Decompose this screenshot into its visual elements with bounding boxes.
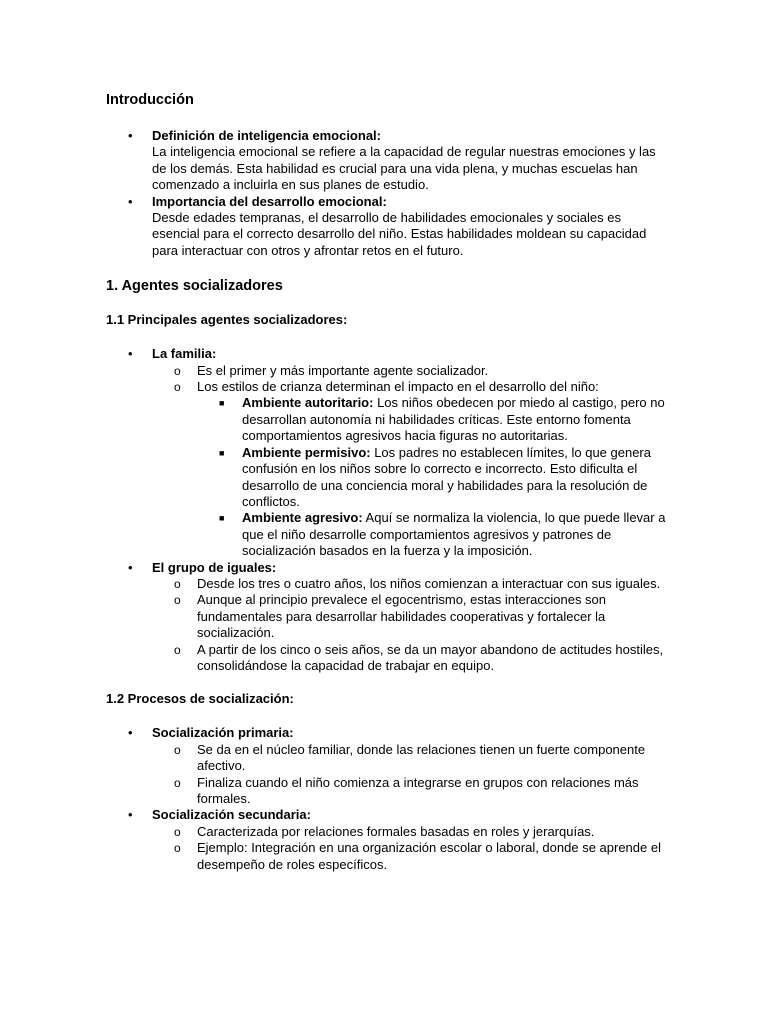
- item-text: Desde los tres o cuatro años, los niños comienzan a interactuar con sus iguales.: [197, 575, 661, 591]
- circle-marker: o: [174, 824, 181, 839]
- intro-text: La inteligencia emocional se refiere a la capacidad de regular nuestras emociones y las de los demás. Esta habilidad es crucial para una vida plena, y muchas escuelas han comenzado a incluirla en sus planes de estudio.: [152, 144, 656, 193]
- circle-marker: o: [174, 841, 181, 856]
- list-item: [106, 363, 666, 379]
- item-text: Aunque al principio prevalece el egocentrismo, estas interacciones son fundamentales para desarrollar habilidades cooperativas y fortalecer la socialización.: [197, 592, 607, 641]
- item-text: Ejemplo: Integración en una organización escolar o laboral, donde se aprende el desempeño de roles específicos.: [197, 840, 661, 872]
- list-item: [106, 775, 666, 808]
- item-term: La familia:: [152, 346, 217, 362]
- subsection-heading: 1.2 Procesos de socialización:: [106, 691, 294, 707]
- document-content: [106, 91, 666, 873]
- section-heading: 1. Agentes socializadores: [106, 278, 283, 295]
- list-item: [106, 725, 666, 741]
- list-item: [106, 510, 666, 559]
- intro-text: Desde edades tempranas, el desarrollo de habilidades emocionales y sociales es esencial para el correcto desarrollo del niño. Estas habilidades moldean su capacidad para interactuar con otros y afrontar retos en el futuro.: [152, 210, 647, 258]
- list-item: [106, 445, 666, 511]
- item-text: [242, 445, 666, 511]
- bullet-marker: •: [128, 725, 133, 741]
- list-item: [106, 592, 666, 641]
- item-term: Ambiente agresivo:: [242, 510, 363, 526]
- square-marker: ■: [219, 447, 225, 458]
- item-term: El grupo de iguales:: [152, 559, 277, 575]
- circle-marker: o: [174, 593, 181, 608]
- subsection-heading: 1.1 Principales agentes socializadores:: [106, 312, 348, 328]
- square-marker: ■: [219, 513, 225, 524]
- bullet-marker: •: [128, 346, 133, 362]
- list-item: [106, 824, 666, 840]
- list-item: [106, 642, 666, 675]
- list-item: [106, 128, 666, 194]
- list-item: [106, 395, 666, 444]
- circle-marker: o: [174, 775, 181, 790]
- list-item: [106, 576, 666, 592]
- item-term: Socialización primaria:: [152, 725, 294, 741]
- list-item: [106, 742, 666, 775]
- item-description: Los niños obedecen por miedo al castigo, pero no desarrollan autonomía ni habilidades críticas. Este entorno fomenta comportamientos agresivos hacia figuras no autoritarias.: [242, 395, 665, 444]
- item-text: Es el primer y más importante agente socializador.: [197, 362, 489, 378]
- list-item: [106, 379, 666, 395]
- item-term: Socialización secundaria:: [152, 807, 311, 823]
- circle-marker: o: [174, 380, 181, 395]
- item-text: Los estilos de crianza determinan el impacto en el desarrollo del niño:: [197, 379, 599, 395]
- list-item: [106, 840, 666, 873]
- intro-heading: Introducción: [106, 92, 194, 108]
- item-description: Aquí se normaliza la violencia, lo que puede llevar a que el niño desarrolle comportamientos agresivos y patrones de socialización basados en la fuerza y la imposición.: [242, 510, 666, 559]
- item-description: Los padres no establecen límites, lo que genera confusión en los niños sobre lo correcto e incorrecto. Esto dificulta el desarrollo de una conciencia moral y habilidades para la resolución de conflictos.: [242, 444, 651, 509]
- bullet-marker: •: [128, 193, 133, 209]
- item-text: Se da en el núcleo familiar, donde las relaciones tienen un fuerte componente afectivo.: [197, 741, 646, 774]
- item-text: Caracterizada por relaciones formales basadas en roles y jerarquías.: [197, 823, 595, 839]
- list-item: [106, 346, 666, 362]
- bullet-marker: •: [128, 807, 133, 823]
- item-text: A partir de los cinco o seis años, se da un mayor abandono de actitudes hostiles, consolidándose la capacidad de trabajar en equipo.: [197, 641, 664, 673]
- item-text: [242, 510, 666, 559]
- bullet-marker: •: [128, 128, 133, 143]
- intro-list: [106, 128, 666, 259]
- item-term: Ambiente autoritario:: [242, 395, 374, 411]
- item-text: [242, 395, 666, 444]
- list-item: [106, 194, 666, 260]
- intro-term: Definición de inteligencia emocional:: [152, 128, 381, 143]
- processes-list: [106, 725, 666, 873]
- square-marker: ■: [219, 398, 225, 409]
- circle-marker: o: [174, 363, 181, 378]
- circle-marker: o: [174, 576, 181, 591]
- intro-term: Importancia del desarrollo emocional:: [152, 193, 387, 209]
- list-item: [106, 560, 666, 576]
- list-item: [106, 807, 666, 823]
- circle-marker: o: [174, 642, 181, 657]
- circle-marker: o: [174, 742, 181, 757]
- agents-list: [106, 346, 666, 674]
- item-text: Finaliza cuando el niño comienza a integrarse en grupos con relaciones más formales.: [197, 774, 639, 806]
- bullet-marker: •: [128, 559, 133, 575]
- item-term: Ambiente permisivo:: [242, 444, 371, 460]
